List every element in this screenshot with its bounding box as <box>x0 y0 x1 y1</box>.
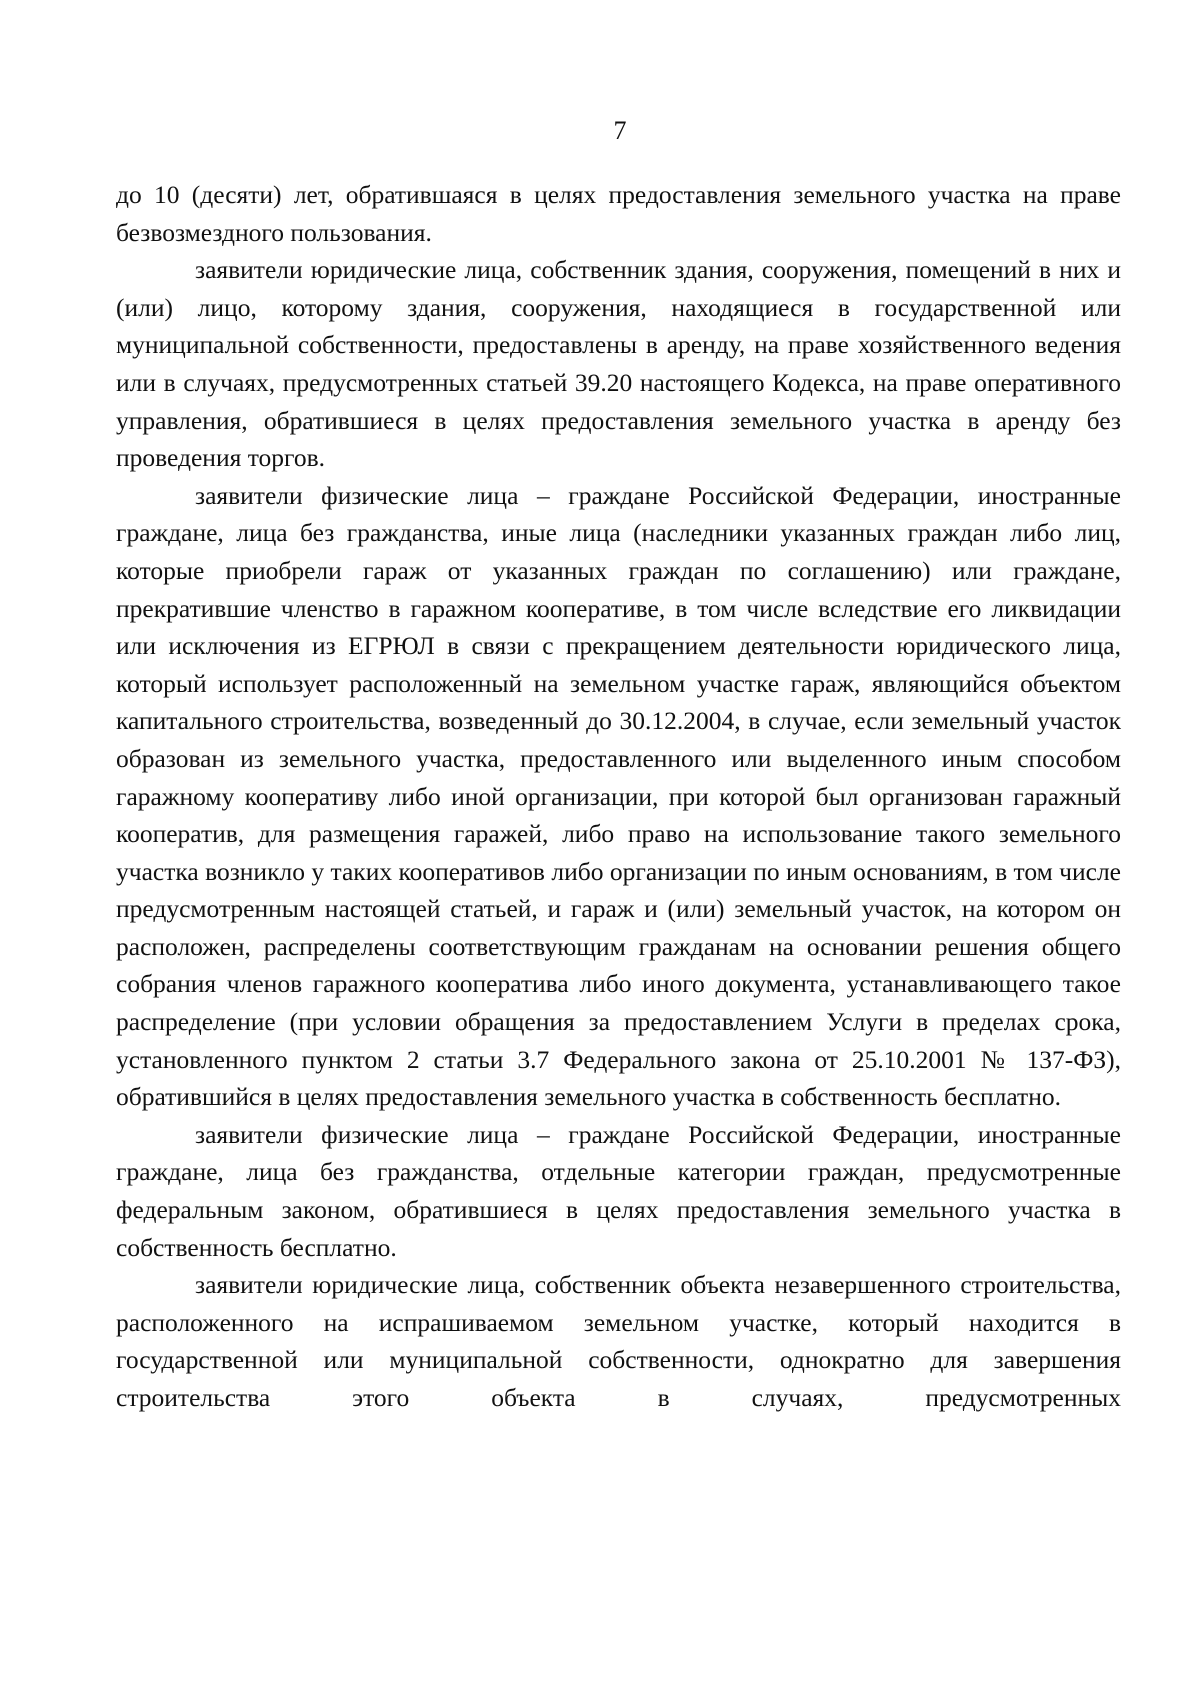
paragraph-continuation: до 10 (десяти) лет, обратившаяся в целях предоставления земельного участка на праве безвозмездного пользования. <box>116 180 1121 247</box>
document-body <box>116 176 1121 1417</box>
paragraph-unfinished-construction: заявители юридические лица, собственник объекта незавершенного строительства, расположенного на испрашиваемом земельном участке, который находится в государственной или муниципальной собственности, однократно для завершения строительства этого объекта в случаях, предусмотренных <box>116 1270 1121 1412</box>
paragraph-garage-owners: заявители физические лица – граждане Российской Федерации, иностранные граждане, лица без гражданства, иные лица (наследники указанных граждан либо лиц, которые приобрели гараж от указанных граждан по соглашению) или граждане, прекратившие членство в гаражном кооперативе, в том числе вследствие его ликвидации или исключения из ЕГРЮЛ в связи с прекращением деятельности юридического лица, который использует расположенный на земельном участке гараж, являющийся объектом капитального строительства, возведенный до 30.12.2004, в случае, если земельный участок образован из земельного участка, предоставленного или выделенного иным способом гаражному кооперативу либо иной организации, при которой был организован гаражный кооператив, для размещения гаражей, либо право на использование такого земельного участка возникло у таких кооперативов либо организации по иным основаниям, в том числе предусмотренным настоящей статьей, и гараж и (или) земельный участок, на котором он расположен, распределены соответствующим гражданам на основании решения общего собрания членов гаражного кооператива либо иного документа, устанавливающего такое распределение (при условии обращения за предоставлением Услуги в пределах срока, установленного пунктом 2 статьи 3.7 Федерального закона от 25.10.2001 № 137-ФЗ), обратившийся в целях предоставления земельного участка в собственность бесплатно. <box>116 480 1121 1112</box>
paragraph-citizen-categories: заявители физические лица – граждане Российской Федерации, иностранные граждане, лица без гражданства, отдельные категории граждан, предусмотренные федеральным законом, обратившиеся в целях предоставления земельного участка в собственность бесплатно. <box>116 1119 1121 1262</box>
page-number: 7 <box>613 116 627 145</box>
paragraph-legal-entities-lease: заявители юридические лица, собственник здания, сооружения, помещений в них и (или) лицо, которому здания, сооружения, находящиеся в государственной или муниципальной собственности, предоставлены в аренду, на праве хозяйственного ведения или в случаях, предусмотренных статьей 39.20 настоящего Кодекса, на праве оперативного управления, обратившиеся в целях предоставления земельного участка в аренду без проведения торгов. <box>116 255 1121 473</box>
